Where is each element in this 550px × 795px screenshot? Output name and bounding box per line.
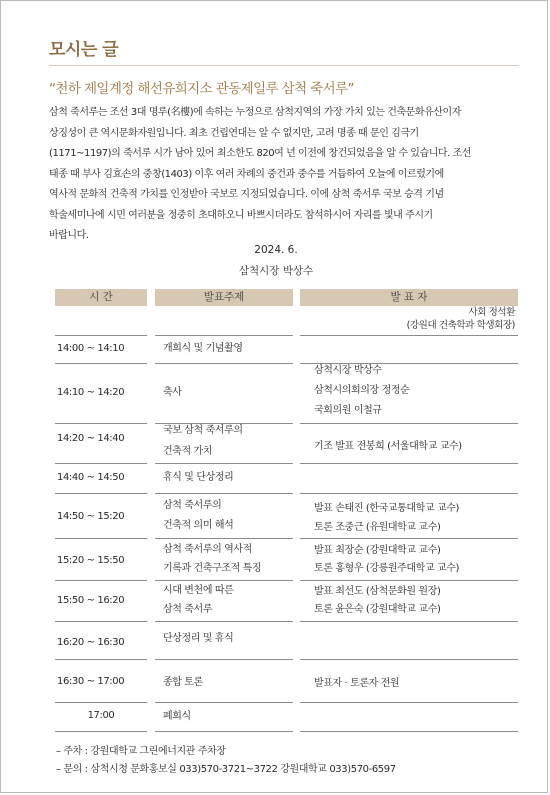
body-line: 태종 때 부사 김효손의 중창(1403) 이후 여러 차례의 중건과 중수를 거듭하여 오늘에 이르렀기에	[49, 168, 444, 180]
row-speaker: 발표 최선도 (삼척문화원 원장)	[314, 586, 441, 597]
header-program: 발표주제	[155, 289, 293, 306]
row-divider	[300, 335, 518, 336]
invitation-body	[49, 103, 519, 247]
row-divider	[300, 702, 518, 703]
row-speaker: 토론 조중근 (유원대학교 교수)	[314, 522, 441, 533]
row-program: 삼척 죽서루의	[163, 500, 222, 511]
header-time: 시 간	[55, 289, 147, 306]
row-time: 14:00 ~ 14:10	[57, 343, 125, 354]
row-speaker: 발표 최장순 (강원대학교 교수)	[314, 545, 441, 556]
row-divider	[300, 463, 518, 464]
row-time: 14:10 ~ 14:20	[57, 387, 125, 398]
row-speaker: 발표 손태진 (한국교통대학교 교수)	[314, 503, 459, 514]
body-line: 학술세미나에 시민 여러분을 정중히 초대하오니 바쁘시더라도 참석하시어 자리를 빛내 주시기	[49, 209, 433, 221]
body-line: (1171~1197)의 죽서루 시가 남아 있어 최소한도 820여 년 이전에 창건되었음을 알 수 있습니다. 조선	[49, 148, 471, 159]
row-time: 14:50 ~ 15:20	[57, 511, 125, 522]
row-time: 14:40 ~ 14:50	[57, 472, 125, 483]
subtitle: “천하 제일계정 해선유희지소 관동제일루 삼척 죽서루”	[49, 81, 354, 97]
row-divider	[55, 538, 147, 539]
moderator	[407, 306, 515, 332]
row-speaker: 토론 홍형우 (강릉원주대학교 교수)	[314, 563, 459, 574]
row-divider	[55, 463, 147, 464]
row-divider	[155, 335, 293, 336]
row-time: 15:20 ~ 15:50	[57, 555, 125, 566]
row-program: 축사	[163, 387, 182, 398]
body-line: 삼척 죽서루는 조선 3대 명루(名樓)에 속하는 누정으로 삼척지역의 가장 가치 있는 건축문화유산이자	[49, 107, 461, 118]
row-divider	[155, 702, 293, 703]
row-program: 삼척 죽서루의 역사적	[163, 544, 252, 555]
row-program: 휴식 및 단상정리	[163, 472, 234, 483]
row-program: 폐회식	[163, 711, 191, 722]
row-time: 16:30 ~ 17:00	[57, 676, 125, 687]
row-program: 건축적 가치	[163, 446, 213, 457]
row-divider	[55, 335, 147, 336]
row-time: 15:50 ~ 16:20	[57, 595, 125, 606]
row-program: 개회식 및 기념촬영	[163, 343, 243, 354]
moderator-name: 사회 정석환	[468, 307, 515, 318]
row-divider	[155, 363, 293, 364]
issue-date: 2024. 6.	[254, 244, 298, 256]
header-speaker: 발 표 자	[300, 289, 518, 306]
moderator-affiliation: (강원대 건축학과 학생회장)	[406, 320, 515, 331]
row-divider	[300, 423, 518, 424]
row-divider	[55, 423, 147, 424]
row-divider	[155, 493, 293, 494]
row-divider	[55, 493, 147, 494]
row-time: 14:20 ~ 14:40	[57, 433, 125, 444]
row-divider	[155, 463, 293, 464]
page-title: 모시는 글	[49, 40, 119, 60]
row-divider	[155, 731, 293, 732]
row-divider	[55, 363, 147, 364]
row-speaker: 국회의원 이철규	[314, 405, 382, 416]
row-time: 16:20 ~ 16:30	[57, 637, 125, 648]
row-divider	[55, 702, 147, 703]
row-divider	[300, 538, 518, 539]
row-speaker: 삼척시의회의장 정정순	[314, 385, 410, 396]
row-divider	[55, 731, 147, 732]
title-divider	[49, 65, 519, 66]
row-program: 종합 토론	[163, 677, 203, 688]
row-divider	[55, 621, 147, 622]
body-line: 역사적 문화적 건축적 가치를 인정받아 국보로 지정되었습니다. 이에 삼척 죽서루 국보 승격 기념	[49, 189, 444, 200]
parking-info: – 주차 : 강원대학교 그린에너지관 주차장	[56, 746, 226, 757]
body-line: 상징성이 큰 역시문화자원입니다. 최초 건립연대는 알 수 없지만, 고려 명종 때 문인 김극기	[49, 127, 419, 139]
row-divider	[155, 659, 293, 660]
row-program: 삼척 죽서루	[163, 604, 213, 615]
row-program: 건축적 의미 해석	[163, 520, 234, 531]
row-divider	[155, 621, 293, 622]
body-line: 바랍니다.	[49, 230, 89, 241]
row-divider	[55, 659, 147, 660]
row-program: 시대 변천에 따른	[163, 585, 234, 596]
row-speaker: 삼척시장 박상수	[314, 365, 382, 376]
row-divider	[300, 731, 518, 732]
row-speaker: 토론 윤은숙 (강원대학교 교수)	[314, 604, 441, 615]
row-divider	[300, 659, 518, 660]
row-divider	[300, 621, 518, 622]
contact-info: – 문의 : 삼척시청 문화홍보실 033)570-3721~3722 강원대학교 033)570-6597	[56, 764, 396, 775]
row-program: 국보 삼척 죽서루의	[163, 425, 243, 436]
row-divider	[55, 580, 147, 581]
row-divider	[300, 493, 518, 494]
row-program: 단상정리 및 휴식	[163, 633, 234, 644]
row-program: 기록과 건축구조적 특징	[163, 563, 262, 574]
row-speaker: 발표자 · 토론자 전원	[314, 678, 400, 689]
row-time: 17:00	[87, 710, 115, 721]
row-speaker: 기조 발표 전봉희 (서울대학교 교수)	[314, 441, 462, 452]
signer: 삼척시장 박상수	[238, 265, 314, 277]
